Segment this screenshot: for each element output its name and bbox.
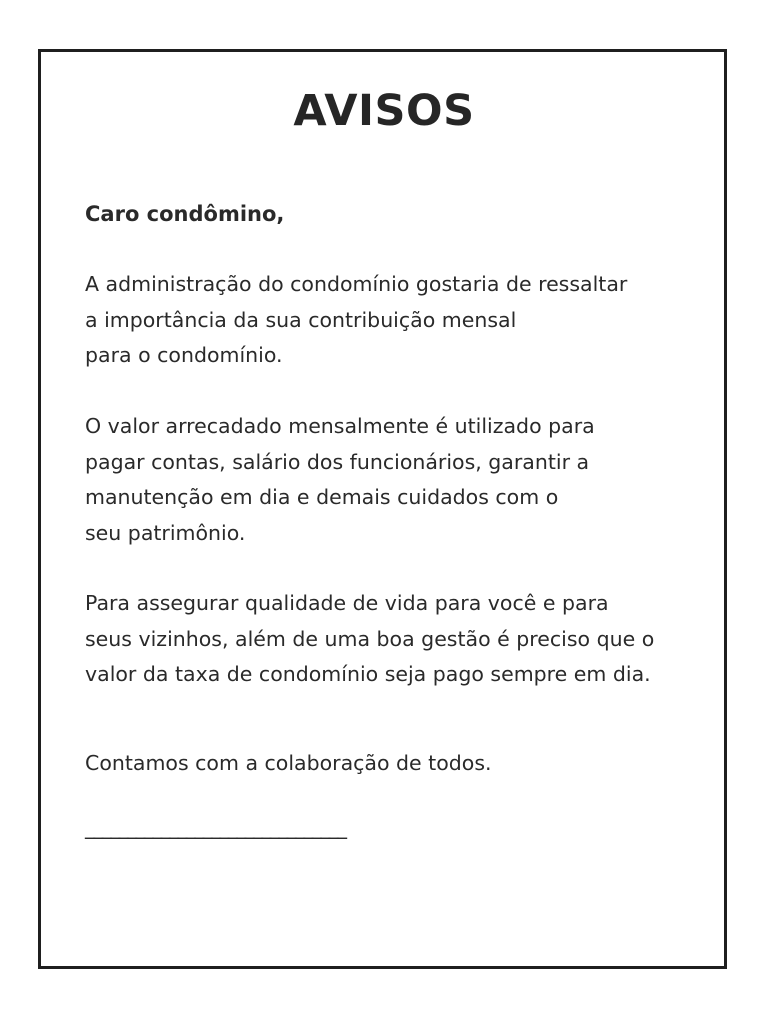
signature-line: _______________________________ <box>85 815 346 839</box>
paragraph-line: manutenção em dia e demais cuidados com o <box>85 485 559 509</box>
paragraph-line: O valor arrecadado mensalmente é utilizado para <box>85 414 595 438</box>
paragraph-usage <box>85 409 595 551</box>
greeting: Caro condômino, <box>85 202 285 226</box>
closing-text: Contamos com a colaboração de todos. <box>85 751 492 775</box>
paragraph-line: a importância da sua contribuição mensal <box>85 307 517 332</box>
paragraph-line: seus vizinhos, além de uma boa gestão é preciso que o <box>85 626 655 651</box>
paragraph-contribution <box>85 267 627 374</box>
paragraph-payment <box>85 586 654 693</box>
paragraph-line: pagar contas, salário dos funcionários, garantir a <box>85 449 590 474</box>
notice-title: AVISOS <box>293 86 475 136</box>
paragraph-line: seu patrimônio. <box>85 520 246 545</box>
paragraph-line: Para assegurar qualidade de vida para você e para <box>85 591 609 615</box>
paragraph-line: para o condomínio. <box>85 343 283 367</box>
paragraph-line: A administração do condomínio gostaria de ressaltar <box>85 272 628 296</box>
paragraph-line: valor da taxa de condomínio seja pago sempre em dia. <box>85 662 651 686</box>
